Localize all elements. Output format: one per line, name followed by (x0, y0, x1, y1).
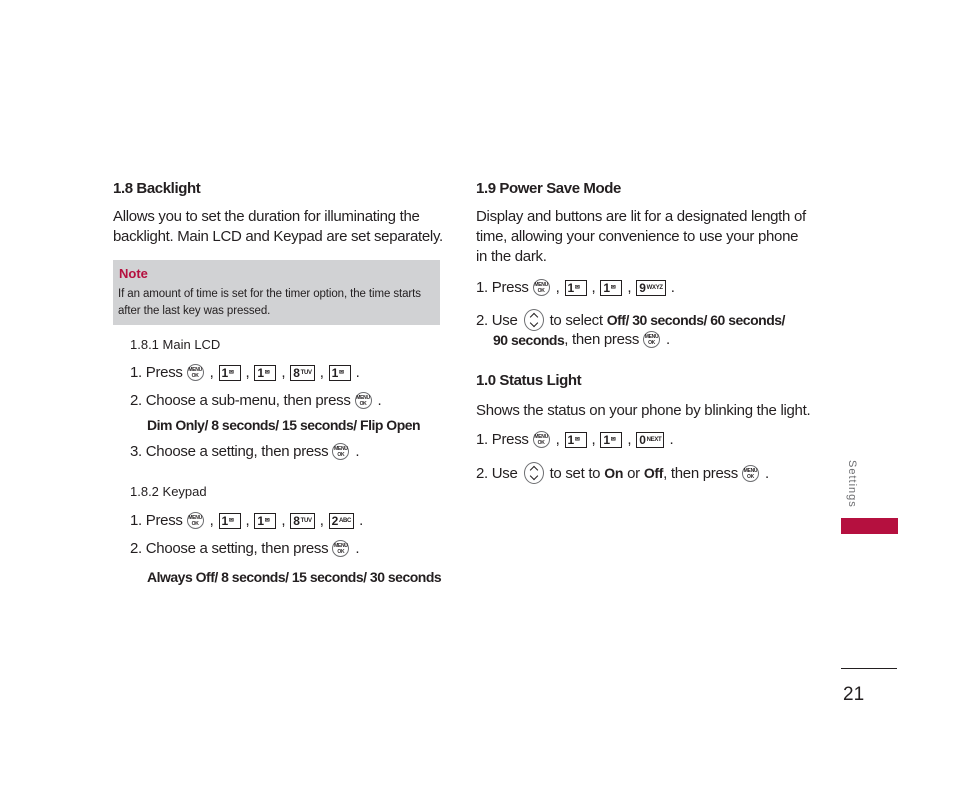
power-save-options: Off/ 30 seconds/ 60 seconds/ (606, 312, 785, 328)
main-lcd-step-2: 2. Choose a sub-menu, then press MENU OK . (130, 392, 382, 409)
keypad-step-1: 1. Press MENU OK , 1 ✉ , 1 ✉ , 8 TUV , 2 ABC . (130, 512, 363, 529)
step-label: 1. Press (130, 364, 183, 381)
subsection-title-main-lcd: 1.8.1 Main LCD (130, 337, 221, 352)
menu-ok-key-icon: MENU OK (355, 392, 372, 409)
menu-ok-key-icon: MENU OK (332, 540, 349, 557)
key-1-icon: 1 ✉ (565, 432, 587, 448)
power-save-step-2 (476, 309, 785, 331)
key-2-icon: 2 ABC (329, 513, 354, 529)
status-light-step-1: 1. Press MENU OK , 1 ✉ , 1 ✉ , 0 NEXT . (476, 431, 674, 448)
navigation-key-icon (524, 309, 544, 331)
section-title-power-save: 1.9 Power Save Mode (476, 180, 621, 197)
step-text: , then press (663, 464, 738, 482)
backlight-description: Allows you to set the duration for illuminating the backlight. Main LCD and Keypad are set separately. (113, 208, 443, 245)
main-lcd-step-1: 1. Press MENU OK , 1 ✉ , 1 ✉ , 8 TUV , 1 ✉ . (130, 364, 360, 381)
step-label: 1. Press (476, 431, 529, 448)
step-text: to select (549, 311, 603, 329)
key-0-icon: 0 NEXT (636, 432, 664, 448)
menu-ok-key-icon: MENU OK (533, 279, 550, 296)
menu-ok-key-icon: MENU OK (332, 443, 349, 460)
key-1-icon: 1 ✉ (600, 432, 622, 448)
step-label: 2. Choose a sub-menu, then press (130, 392, 351, 409)
step-label: 3. Choose a setting, then press (130, 443, 329, 460)
step-text: , then press (564, 331, 640, 348)
navigation-key-icon (524, 462, 544, 484)
menu-ok-key-icon: MENU OK (187, 512, 204, 529)
status-light-step-2: 2. Use to set to On or Off , then press MENU OK . (476, 462, 771, 484)
section-title-backlight: 1.8 Backlight (113, 180, 201, 197)
power-save-step-1: 1. Press MENU OK , 1 ✉ , 1 ✉ , 9 WXYZ . (476, 279, 675, 296)
step-text: to set to (549, 464, 601, 482)
menu-ok-key-icon: MENU OK (742, 465, 759, 482)
power-save-step-2-cont: 90 seconds , then press MENU OK . (493, 331, 670, 348)
step-label: 1. Press (130, 512, 183, 529)
key-8-icon: 8 TUV (290, 365, 314, 381)
step-text-or: or (627, 464, 640, 482)
key-1-icon: 1 ✉ (219, 365, 241, 381)
step-label: 1. Press (476, 279, 529, 296)
key-1-icon: 1 ✉ (254, 513, 276, 529)
option-on: On (604, 465, 624, 481)
section-tab-marker (841, 518, 898, 534)
key-1-icon: 1 ✉ (565, 280, 587, 296)
note-title: Note (119, 266, 148, 281)
key-1-icon: 1 ✉ (254, 365, 276, 381)
key-1-icon: 1 ✉ (329, 365, 351, 381)
option-off: Off (643, 465, 664, 481)
page-number: 21 (843, 684, 865, 705)
key-8-icon: 8 TUV (290, 513, 314, 529)
power-save-options-cont: 90 seconds (493, 331, 565, 348)
status-light-description: Shows the status on your phone by blinking the light. (476, 402, 811, 419)
main-lcd-step-3: 3. Choose a setting, then press MENU OK . (130, 443, 360, 460)
keypad-options: Always Off/ 8 seconds/ 15 seconds/ 30 seconds (147, 569, 442, 585)
menu-ok-key-icon: MENU OK (187, 364, 204, 381)
note-box (113, 260, 440, 325)
main-lcd-options: Dim Only/ 8 seconds/ 15 seconds/ Flip Open (147, 417, 421, 433)
key-1-icon: 1 ✉ (600, 280, 622, 296)
power-save-description: Display and buttons are lit for a designated length of time, allowing your convenience to use your phone in the dark. (476, 208, 806, 265)
key-9-icon: 9 WXYZ (636, 280, 666, 296)
menu-ok-key-icon: MENU OK (643, 331, 660, 348)
section-title-status-light: 1.0 Status Light (476, 372, 582, 389)
keypad-step-2: 2. Choose a setting, then press MENU OK . (130, 540, 360, 557)
step-label: 2. Choose a setting, then press (130, 540, 329, 557)
step-label: 2. Use (476, 311, 518, 329)
page-number-rule (841, 668, 897, 669)
key-1-icon: 1 ✉ (219, 513, 241, 529)
menu-ok-key-icon: MENU OK (533, 431, 550, 448)
step-label: 2. Use (476, 464, 518, 482)
side-section-label: Settings (846, 460, 858, 508)
subsection-title-keypad: 1.8.2 Keypad (130, 484, 207, 499)
note-text: If an amount of time is set for the timer option, the time starts after the last key was pressed. (118, 288, 421, 317)
